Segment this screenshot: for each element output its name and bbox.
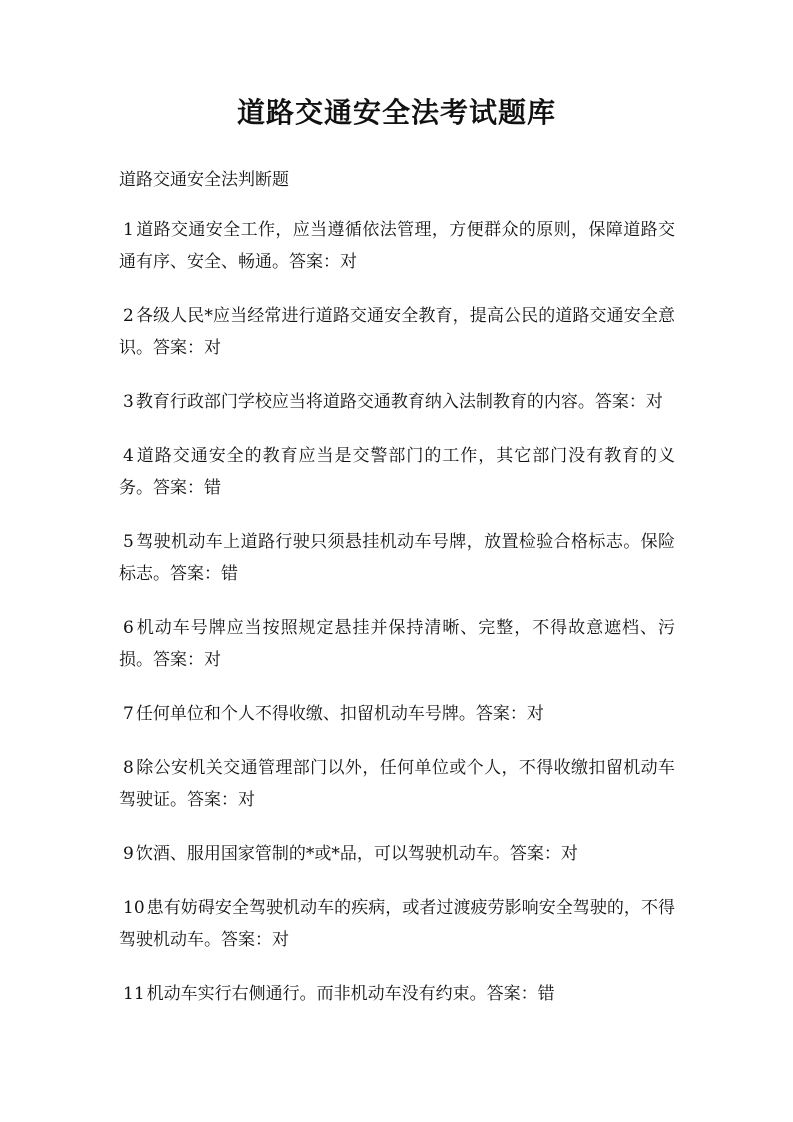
question-text: 各级人民*应当经常进行道路交通安全教育，提高公民的道路交通安全意识。 [119,306,675,358]
question-number: 5 [123,532,134,552]
answer-label: 答案： [187,790,238,810]
question-text: 任何单位和个人不得收缴、扣留机动车号牌。 [135,704,476,724]
question-item [119,612,675,676]
answer-label: 答案： [289,252,340,272]
document-title: 道路交通安全法考试题库 [236,96,556,129]
answer-label: 答案： [153,338,204,358]
question-number: 7 [123,704,134,724]
answer-value: 对 [204,650,221,670]
question-number: 2 [123,306,134,326]
question-number: 1 [123,220,134,240]
answer-label: 答案： [486,984,538,1004]
question-list [119,214,675,1032]
question-item [119,892,675,956]
answer-value: 对 [645,392,663,412]
question-number: 6 [123,618,134,638]
answer-value: 对 [272,930,289,950]
answer-value: 错 [537,984,555,1004]
question-text: 除公安机关交通管理部门以外，任何单位或个人，不得收缴扣留机动车驾驶证。 [119,758,675,810]
question-text: 道路交通安全工作，应当遵循依法管理，方便群众的原则，保障道路交通有序、安全、畅通。 [119,220,675,272]
question-text: 教育行政部门学校应当将道路交通教育纳入法制教育的内容。 [135,392,595,412]
answer-label: 答案： [170,564,221,584]
question-text: 患有妨碍安全驾驶机动车的疾病，或者过渡疲劳影响安全驾驶的，不得驾驶机动车。 [119,898,675,950]
answer-value: 对 [560,844,578,864]
answer-label: 答案： [475,704,527,724]
answer-value: 错 [221,564,238,584]
question-text: 驾驶机动车上道路行驶只须悬挂机动车号牌，放置检验合格标志。保险标志。 [119,532,675,584]
question-item [119,300,675,364]
answer-value: 对 [204,338,221,358]
question-item [119,214,675,278]
answer-value: 对 [526,704,544,724]
answer-label: 答案： [594,392,646,412]
section-heading: 道路交通安全法判断题 [119,170,289,190]
question-item [119,698,675,730]
answer-value: 对 [340,252,357,272]
question-number: 4 [123,446,134,466]
question-text: 机动车号牌应当按照规定悬挂并保持清晰、完整，不得故意遮档、污损。 [119,618,675,670]
answer-value: 对 [238,790,255,810]
question-number: 11 [123,984,145,1004]
answer-value: 错 [204,478,221,498]
question-item [119,838,675,870]
question-item [119,526,675,590]
answer-label: 答案： [153,478,204,498]
question-number: 9 [123,844,134,864]
answer-label: 答案： [221,930,272,950]
question-text: 道路交通安全的教育应当是交警部门的工作，其它部门没有教育的义务。 [119,446,675,498]
question-item [119,386,675,418]
answer-label: 答案： [153,650,204,670]
question-number: 3 [123,392,134,412]
question-number: 10 [123,898,145,918]
question-item [119,752,675,816]
question-item [119,440,675,504]
question-text: 饮酒、服用国家管制的*或*品，可以驾驶机动车。 [135,844,510,864]
question-number: 8 [123,758,134,778]
question-item [119,978,675,1010]
answer-label: 答案： [509,844,561,864]
question-text: 机动车实行右侧通行。而非机动车没有约束。 [146,984,487,1004]
